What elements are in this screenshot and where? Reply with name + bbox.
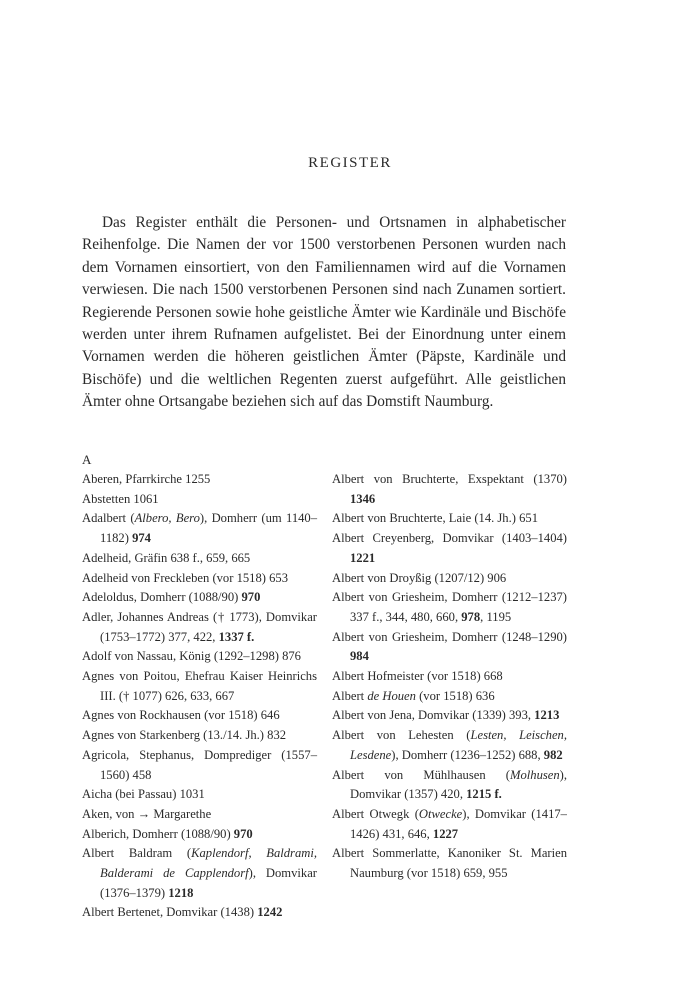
intro-text: Das Register enthält die Personen- und Ortsnamen in alphabetischer Reihenfolge. Die Namen der vor 1500 verstorbenen Personen wurden nach dem Vornamen einsortiert, von den Familiennamen wird auf die Vornamen verwiesen. Die nach 1500 verstorbenen Personen sind nach Zunamen sortiert. Regierende Personen sowie hohe geistliche Ämter wie Kardinäle und Bischöfe werden unter ihrem Rufnamen aufgelistet. Bei der Einordnung unter einem Vornamen werden die höheren geistlichen Ämter (Päpste, Kardinäle und Bischöfe) und die weltlichen Regenten zuerst aufgeführt. Alle geistlichen Ämter ohne Ortsangabe beziehen sich auf das Domstift Naumburg. — [82, 214, 566, 411]
entry-text: Agricola, Stephanus, Domprediger (1557–1560) 458 — [82, 747, 317, 782]
main-reference-page: 1346 — [350, 491, 376, 506]
index-entry — [332, 687, 567, 707]
entry-text: Adler, Johannes Andreas († 1773), Domvikar (1753–1772) 377, 422, — [82, 609, 317, 644]
entry-text: Albert Baldram ( — [82, 846, 192, 861]
entry-text: Agnes von Poitou, Ehefrau Kaiser Heinrichs III. († 1077) 626, 633, 667 — [82, 669, 317, 703]
index-entry — [82, 647, 317, 667]
index-entry — [332, 667, 567, 687]
entry-text: Albert von Bruchterte, Exspektant (1370) — [332, 472, 567, 486]
index-entry — [82, 844, 317, 903]
entry-text: Albert Sommerlatte, Kanoniker St. Marien Naumburg (vor 1518) 659, 955 — [332, 846, 567, 881]
entry-text: Adalbert ( — [82, 511, 135, 526]
main-reference-page: 1242 — [257, 905, 283, 920]
index-entry — [82, 509, 317, 548]
entry-text: Aken, von → Margarethe — [82, 806, 212, 821]
index-entry — [82, 825, 317, 845]
section-letter: A — [82, 452, 92, 467]
index-entry — [82, 569, 317, 589]
main-reference-page: 970 — [241, 590, 261, 605]
entry-text: ), Domherr (um 1140–1182) — [100, 511, 318, 546]
entry-text: Albert — [332, 688, 368, 703]
index-entry — [332, 844, 567, 883]
index-column-right — [332, 470, 567, 884]
entry-text: Adelheid von Freckleben (vor 1518) 653 — [82, 570, 288, 585]
entry-text: Aicha (bei Passau) 1031 — [82, 787, 205, 802]
entry-text: ), Domvikar (1417–1426) 431, 646, — [350, 806, 567, 841]
entry-text: Agnes von Starkenberg (13./14. Jh.) 832 — [82, 728, 287, 743]
entry-text: , 1195 — [480, 609, 512, 624]
name-variant: de Houen — [367, 688, 416, 703]
main-reference-page: 1218 — [168, 885, 194, 900]
index-entry — [332, 588, 567, 627]
index-entry — [332, 805, 567, 844]
index-entry — [82, 903, 317, 923]
entry-text: ), Domvikar (1376–1379) — [100, 866, 317, 900]
name-variant: Albero, Bero — [134, 511, 200, 526]
main-reference-page: 984 — [350, 649, 369, 664]
name-variant: Kaplendorf, Baldrami, Balderami de Capplendorf — [100, 846, 317, 881]
index-entry — [332, 766, 567, 805]
index-entry — [82, 608, 317, 647]
index-entry — [332, 628, 567, 667]
index-entry — [332, 529, 567, 568]
entry-text: Albert Hofmeister (vor 1518) 668 — [332, 669, 503, 684]
index-entry — [332, 569, 567, 589]
main-reference-page: 978 — [461, 609, 481, 624]
entry-text: Albert von Jena, Domvikar (1339) 393, — [332, 708, 535, 723]
entry-text: Albert von Droyßig (1207/12) 906 — [332, 570, 507, 585]
entry-text: Albert Bertenet, Domvikar (1438) — [82, 905, 258, 920]
entry-text: Alberich, Domherr (1088/90) — [82, 826, 234, 841]
index-entry — [82, 470, 317, 490]
index-entry — [82, 667, 317, 706]
entry-text: Albert Otwegk ( — [332, 806, 419, 821]
entry-text: Abstetten 1061 — [82, 491, 159, 506]
main-reference-page: 1337 f. — [218, 629, 255, 644]
entry-text: Adelheid, Gräfin 638 f., 659, 665 — [82, 550, 251, 565]
entry-text: ), Domvikar (1357) 420, — [350, 767, 567, 802]
entry-text: Albert Creyenberg, Domvikar (1403–1404) — [332, 531, 567, 546]
name-variant: Molhusen — [509, 767, 560, 782]
entry-text: Albert von Bruchterte, Laie (14. Jh.) 651 — [332, 511, 538, 526]
index-entry — [82, 746, 317, 785]
main-reference-page: 974 — [132, 531, 151, 546]
index-column-left — [82, 470, 317, 923]
index-entry — [332, 470, 567, 509]
main-reference-page: 970 — [233, 826, 253, 841]
index-entry — [82, 785, 317, 805]
main-reference-page: 1213 — [534, 708, 560, 723]
main-reference-page: 1215 f. — [466, 787, 502, 802]
intro-paragraph — [82, 212, 566, 414]
index-entry — [332, 509, 567, 529]
entry-text: (vor 1518) 636 — [415, 688, 495, 703]
entry-text: Albert von Mühlhausen ( — [332, 767, 510, 782]
entry-text: Albert von Griesheim, Domherr (1212–1237) 337 f., 344, 480, 660, — [332, 590, 567, 624]
main-reference-page: 1227 — [432, 826, 459, 841]
index-entry — [82, 706, 317, 726]
name-variant: Lesten, Leischen, Lesdene — [350, 728, 567, 762]
main-reference-page: 1221 — [350, 550, 376, 565]
entry-text: Agnes von Rockhausen (vor 1518) 646 — [82, 708, 280, 723]
index-entry — [82, 726, 317, 746]
index-entry — [332, 706, 567, 726]
name-variant: Otwecke — [418, 806, 463, 821]
entry-text: Albert von Lehesten ( — [332, 728, 471, 743]
index-entry — [82, 805, 317, 825]
index-entry — [82, 549, 317, 569]
entry-text: Adeloldus, Domherr (1088/90) — [82, 590, 242, 605]
index-entry — [82, 588, 317, 608]
entry-text: ), Domherr (1236–1252) 688, — [391, 747, 544, 762]
main-reference-page: 982 — [543, 747, 563, 762]
entry-text: Adolf von Nassau, König (1292–1298) 876 — [82, 649, 301, 664]
entry-text: Albert von Griesheim, Domherr (1248–1290) — [332, 629, 567, 644]
page-title: REGISTER — [308, 155, 392, 171]
index-entry — [332, 726, 567, 765]
index-entry — [82, 490, 317, 510]
entry-text: Aberen, Pfarrkirche 1255 — [82, 472, 211, 486]
